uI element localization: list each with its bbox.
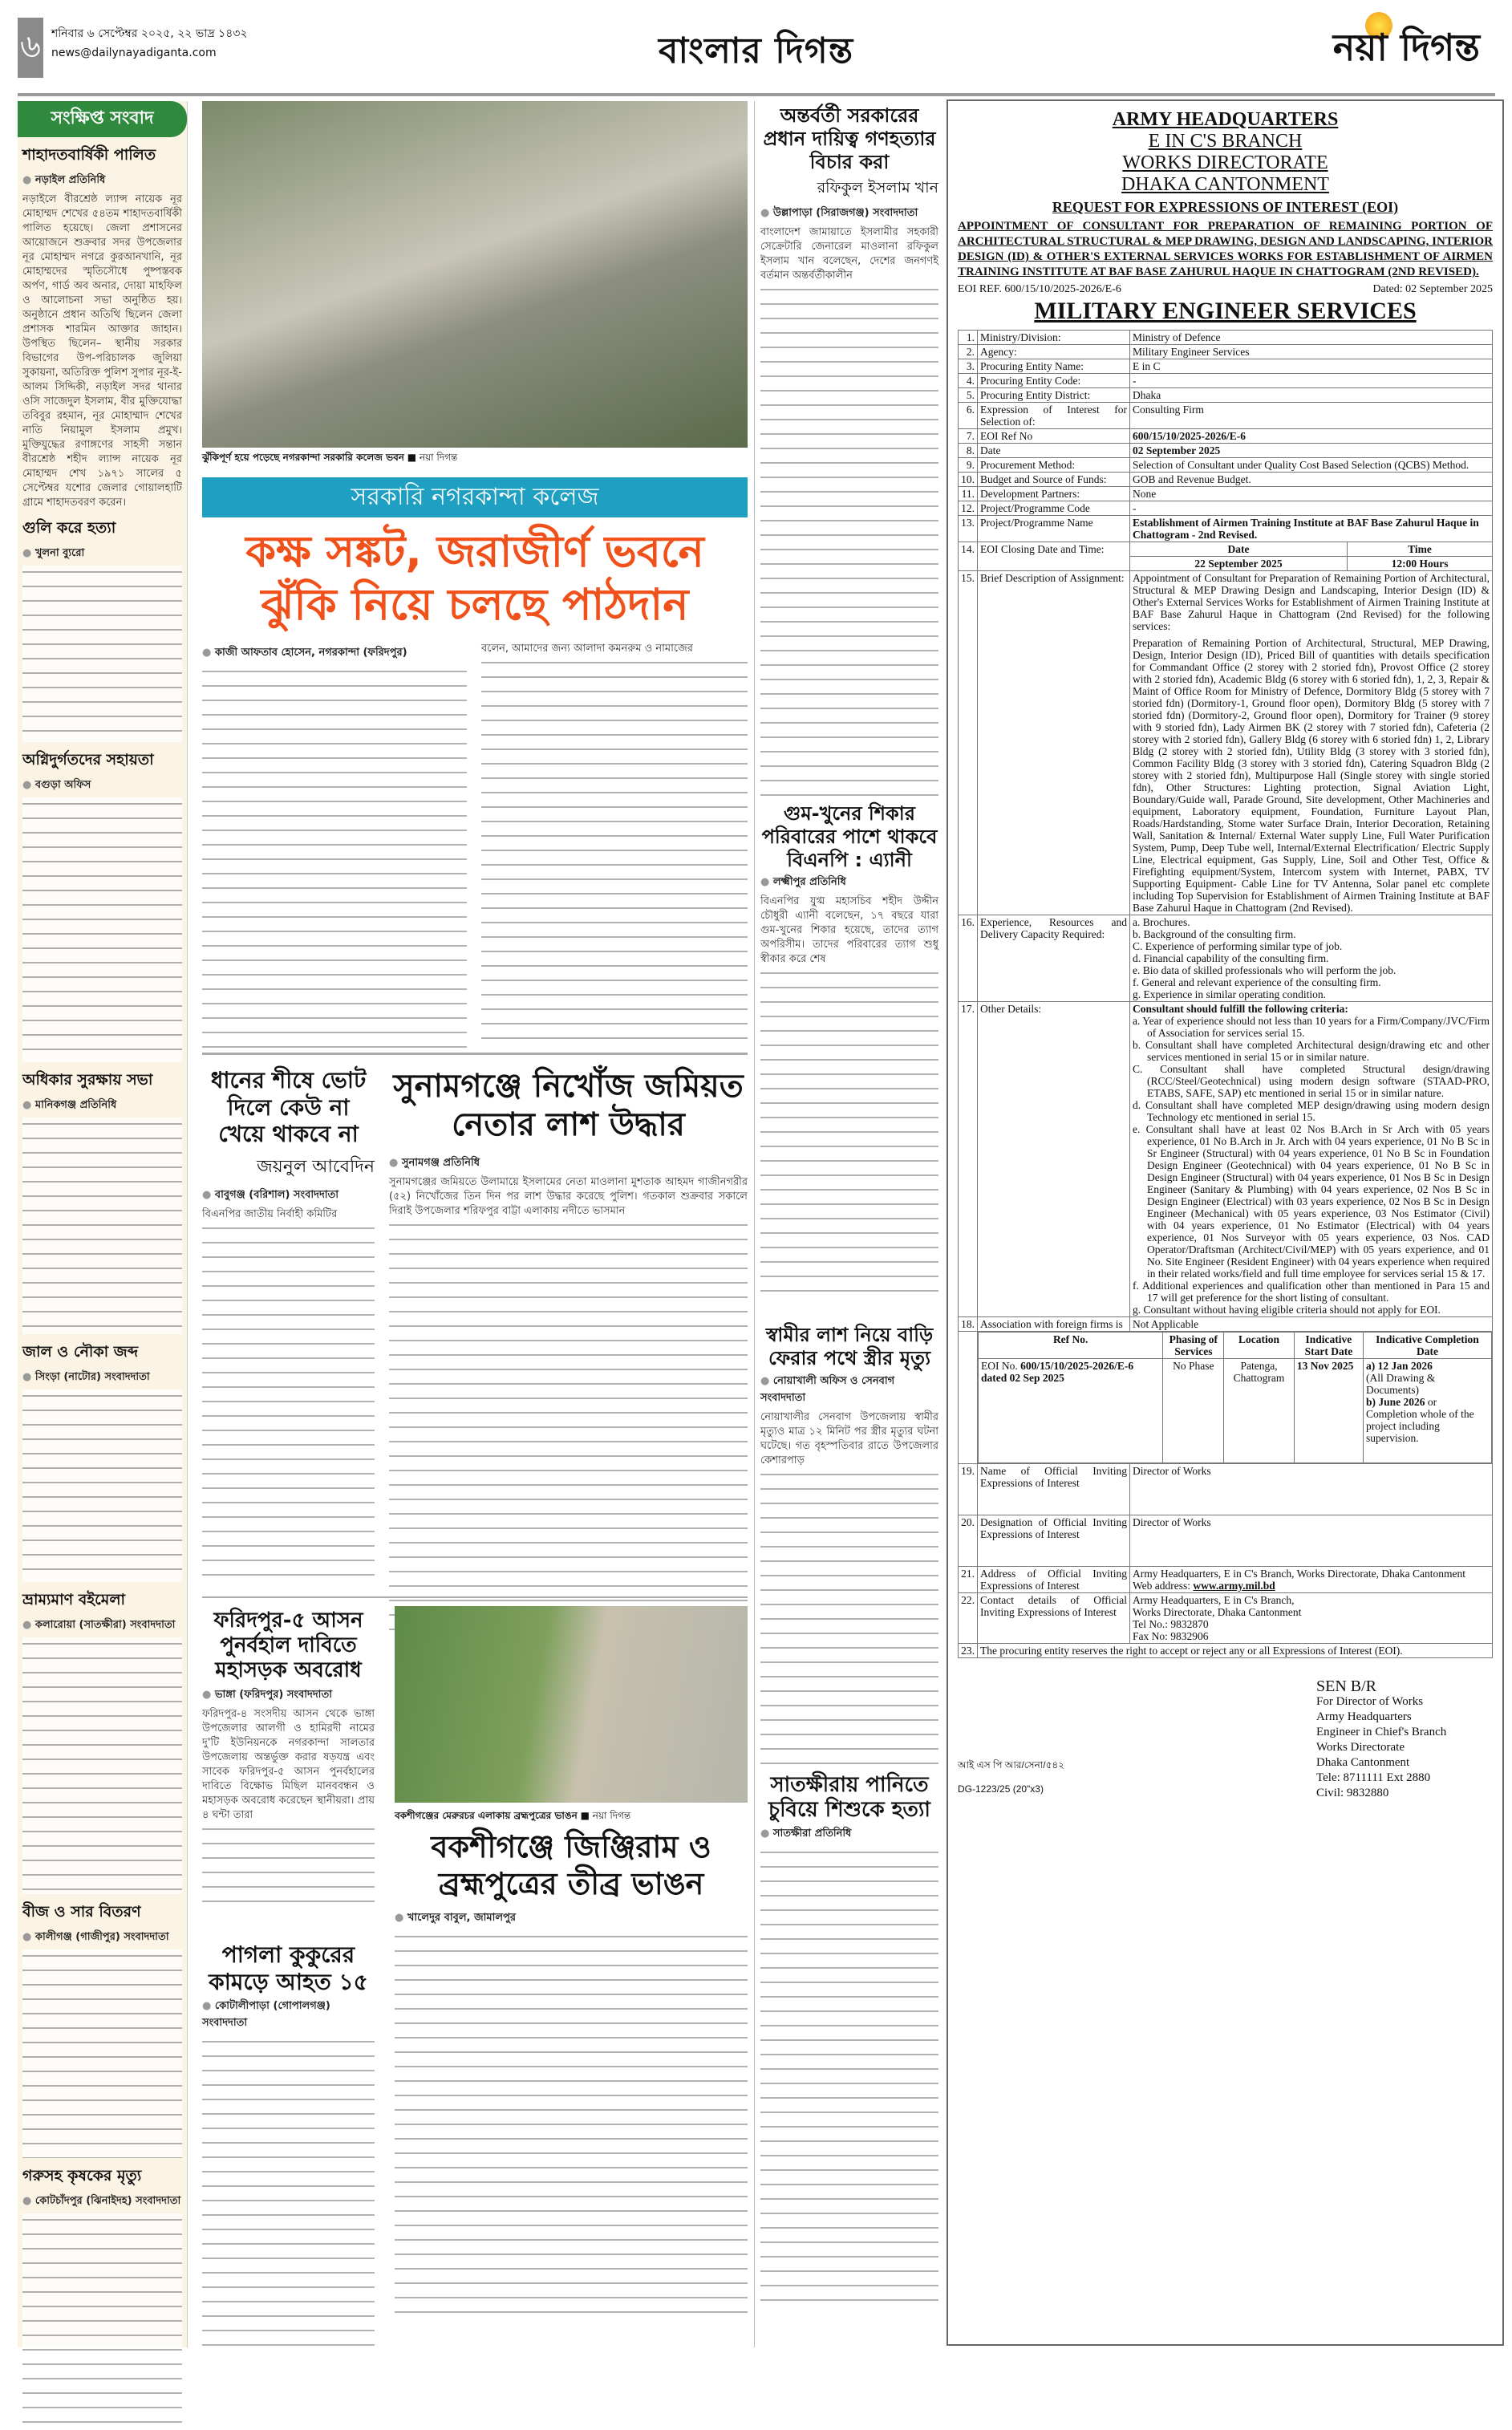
story-dog-bite: পাগলা কুকুরের কামড়ে আহত ১৫ ● কোটালীপাড়া (গোপালগঞ্জ) সংবাদদাতা — [202, 1941, 375, 2356]
byline: ● কাজী আফতাব হোসেন, নগরকান্দা (ফরিদপুর) — [202, 645, 467, 662]
story-satkhira: সাতক্ষীরায় পানিতে চুবিয়ে শিশুকে হত্যা ● সাতক্ষীরা প্রতিনিধি — [760, 1773, 938, 2311]
lead-body-right: বলেন, আমাদের জন্য আলাদা কমনরুম ও নামাজের — [481, 642, 748, 1041]
brief-headline: গরুসহ কৃষকের মৃত্যু — [22, 2167, 142, 2185]
divider — [202, 1596, 748, 1598]
story-bakshiganj: বকশীগঞ্জে জিঞ্জিরাম ও ব্রহ্মপুত্রের তীব্র ভাঙন ● খালেদুর বাবুল, জামালপুর — [395, 1829, 748, 2323]
story-interim-govt: অন্তর্বর্তী সরকারের প্রধান দায়িত্ব গণহত্যার বিচার করা রফিকুল ইসলাম খান ● উল্লাপাড়া (সিরাজগঞ্জ) সংবাদদাতা বাংলাদেশ জামায়াতে ইসলামীর সহকারী সেক্রেটারি জেনারেল মাওলানা রফিকুল ইসলাম খান বলেছেন, দেশের জনগণই বর্তমান অন্তর্বর্তীকালীন — [760, 104, 938, 805]
dg-code: DG-1223/25 (20"x3) — [958, 1783, 1044, 1795]
criteria-item: g. Experience in similar operating condition. — [1133, 988, 1327, 1000]
brief-news-header: সংক্ষিপ্ত সংবাদ — [18, 101, 187, 137]
ad-subject: APPOINTMENT OF CONSULTANT FOR PREPARATION OF REMAINING PORTION OF ARCHITECTURAL STRUCTURAL & MEP DRAWING, DESIGN AND LANDSCAPING, INTERIOR DESIGN (ID) & OTHER'S EXTERNAL SERVICES WORKS FOR ESTABLISHMENT OF AIRMEN TRAINING INSTITUTE AT BAF BASE ZAHURUL HAQUE IN CHATTOGRAM (2ND REVISED). — [958, 220, 1493, 278]
story-faridpur: ফরিদপুর-৫ আসন পুনর্বহাল দাবিতে মহাসড়ক অবরোধ ● ভাঙ্গা (ফরিদপুর) সংবাদদাতা ফরিদপুর-৪ সংসদীয় আসন থেকে ভাঙ্গা উপজেলার আলগী ও হামিরদী নামের দু'টি ইউনিয়নকে নগরকান্দা সালতার উপজেলায় অন্তর্ভুক্ত করার ষড়যন্ত্র এবং সাবেক ফরিদপুর-৫ আসন পুনর্বহালের দাবিতে বিক্ষোভ মিছিল মানববন্ধন ও মহাসড়ক অবরোধ করেছেন স্থানীয়রা। প্রায় ৪ ঘন্টা তারা — [202, 1609, 375, 1911]
college-building-photo — [202, 101, 748, 448]
signature-line: Works Directorate — [1316, 1741, 1405, 1754]
ad-rfp-title: REQUEST FOR EXPRESSIONS OF INTEREST (EOI) — [1052, 199, 1399, 215]
table-row: 11. Development Partners: None — [959, 487, 1493, 501]
criteria-item: f. General and relevant experience of the consulting firm. — [1133, 976, 1381, 988]
brief-body — [22, 1389, 182, 1582]
table-row: 21. Address of Official Inviting Expressions of Interest Army Headquarters, E in C's Branch, Works Directorate, Dhaka Cantonment Web address: www.army.mil.bd — [959, 1567, 1493, 1593]
byline: ● সিংড়া (নাটোর) সংবাদদাতা — [22, 1369, 182, 1386]
page-number: ৬ — [18, 18, 43, 78]
brief-body: নড়াইলে বীরশ্রেষ্ঠ ল্যান্স নায়েক নূর মোহাম্মদ শেখের ৫৪তম শাহাদতবার্ষিকী পালিত হয়েছে। জেলা প্রশাসনের আয়োজনে শুক্রবার সদর উপজেলার নূর মোহাম্মদ নগরে কুরআনখানি, নূর মোহাম্মদের স্মৃতিসৌধে পুষ্পস্তবক অর্পণ, গার্ড অব অনার, দোয়া মাহফিল ও আলোচনা সভা অনুষ্ঠিত হয়। অনুষ্ঠানে প্রধান অতিথি ছিলেন জেলা প্রশাসক শারমিন আক্তার জাহান। উপস্থিত ছিলেন– স্থানীয় সরকার বিভাগের উপ-পরিচালক জুলিয়া সুকায়না, অতিরিক্ত পুলিশ সুপার নূর-ই-আলম সিদ্দিকী, নড়াইল সদর থানার ওসি সাজেদুল ইসলাম, বীর মুক্তিযোদ্ধা তবিবুর রহমান, নূর মোহাম্মাদ শেখের নাতি নিয়ামুল ইসলাম প্রমুখ। মুক্তিযুদ্ধের রণাঙ্গণের সাহসী সন্তান বীরশ্রেষ্ঠ শহীদ ল্যান্স নায়েক নূর মোহাম্মদ শেখ ১৯৭১ সালের ৫ সেপ্টেম্বর যশোর জেলার গোয়ালহাটি গ্রামে শাহাদতবরণ করেন। — [22, 193, 182, 509]
byline: ● কালীগঞ্জ (গাজীপুর) সংবাদদাতা — [22, 1929, 182, 1946]
brief-headline: অধিকার সুরক্ষায় সভা — [22, 1071, 153, 1089]
signature-line: Dhaka Cantonment — [1316, 1756, 1410, 1769]
ad-org: WORKS DIRECTORATE — [1122, 152, 1328, 173]
signature-line: Army Headquarters — [1316, 1710, 1412, 1723]
criteria-item: e. Consultant shall have at least 02 Nos B.Arch in Sr Arch with 05 years experience, 01 No B.Arch in Jr. Arch with 04 years experience, 01 No B Sc in Sr Engineer (Structural) with 04 years experience, 01 No B Sc in Foundation Design Engineer (Geotechnical) with 04 years experience, 01 No B Sc in Design Engineer (Structural) with 04 years experience, 01 Nos B Sc in Design Engineer (Sanitary & Plumbing) with 04 years experience, 02 Nos B Sc in Design Engineer (Electrical) with 03 years experience, 02 Nos B Sc in Design Engineer (Mechanical) with 05 years experience, 03 Nos Estimator (Civil) with 04 years experience, 01 No Estimator (Electrical) with 04 years experience, 01 Nos Surveyor with 05 years experience, 03 Nos. CAD Operator/Draftsman (Architect/Civil/MEP) with 05 years experience, and 01 No. Site Engineer (Resident Engineer) with 04 years experience when required in their related works/field and full time employee for services serial 15 & 17. — [1133, 1123, 1490, 1280]
table-row: 15. Brief Description of Assignment: Appointment of Consultant for Preparation of Remaining Portion of Architectural, Structural & MEP Drawing Design and Landscaping, Interior Design (ID) & Other's External Services Works for Establishment of Airmen Training Institute at BAF Base Zahurul Haque in Chattogram (2nd Revised) for the following services: Preparation of Remaining Portion of Architectural, Structural, MEP Drawing, Design, Interior Design (ID), Priced Bill of quantities with details specification for Commandant Office (2 storey with 2 storied fdn), Provost Office (2 storey with 2 storied fdn), Academic Bldg (6 storey with 6 storied fdn), 1, 2, 3, Repair & Maint of Office Room for Ministry of Defence, Dormitory Bldg (5 storey with 7 storied fdn) (Dormitory-1, Ground floor open), Dormitory Bldg (5 storey with 7 storied fdn) (Dormitory-2, Ground floor open), Dormitory for Trainer (9 storey with 9 storied fdn), Lady Airmen BK (2 storey with 7 storied fdn), Cafeteria (2 storey with 2 storied fdn), Gallery Bldg (6 storey with 6 storied fdn) 1, 2, Library Bldg (2 storey with 2 storied fdn), Utility Bldg (3 storey with 3 storied fdn), Common Facility Bldg (3 storey with 3 storied fdn), Catering Squadron Bldg (2 storey with 2 storied fdn), Multipurpose Hall (Single storey with single storied fdn), Other Structures: Lighting protection, Signal Aviation Light, Boundary/Guide wall, Parade Ground, Site development, Other Machineries and equipment, Laboratory equipment, Foundation, Furniture Layout Plan, Roads/Hardstanding, Stome water Surface Drain, Interior Decoration, Retaining Wall, Sanitation & Internal/ External Water supply Line, Full Water Purification System, Pump, Deep Tube well, Internal/External Electrification/ Electric Supply Line, Electrical equipment, Gas Supply, Line, Soil and Other Test, Office & Firefighting equipment/System, Intercom system with Internet, PABX, TV Supporting Equipment- Cable Line for TV Antenna, Solar panel etc complete including Top Supervision for Establishment of Airmen Training Institute at BAF Base Zahurul Haque in Chattogram (2nd Revised). — [959, 571, 1493, 915]
brief-body — [22, 797, 182, 1062]
brief-headline: জাল ও নৌকা জব্দ — [22, 1343, 139, 1361]
table-row: 9. Procurement Method: Selection of Consultant under Quality Cost Based Selection (QCBS) Method. — [959, 458, 1493, 473]
criteria-item: e. Bio data of skilled professionals who will perform the job. — [1133, 964, 1396, 976]
byline: ● কোটচাঁদপুর (ঝিনাইদহ) সংবাদদাতা — [22, 2193, 182, 2210]
divider — [202, 1053, 748, 1055]
brief-headline: শাহাদতবার্ষিকী পালিত — [22, 146, 156, 164]
column-rule — [754, 101, 755, 2347]
photo-caption: ঝুঁকিপূর্ণ হয়ে পড়েছে নগরকান্দা সরকারি কলেজ ভবন ■ নয়া দিগন্ত — [202, 452, 458, 463]
table-row: 8. Date 02 September 2025 — [959, 444, 1493, 458]
lead-headline: কক্ষ সঙ্কট, জরাজীর্ণ ভবনে ঝুঁকি নিয়ে চলছে পাঠদান — [245, 526, 704, 630]
ad-footer — [958, 1679, 1493, 1801]
table-row: 20. Designation of Official Inviting Expressions of Interest Director of Works — [959, 1515, 1493, 1567]
table-row: 23. The procuring entity reserves the right to accept or reject any or all Expressions of Interest (EOI). — [959, 1644, 1493, 1658]
brief-body — [22, 1637, 182, 1894]
criteria-item: d. Financial capability of the consulting firm. — [1133, 952, 1329, 964]
byline: ● নড়াইল প্রতিনিধি — [22, 172, 182, 189]
table-row: 19. Name of Official Inviting Expressions of Interest Director of Works — [959, 1464, 1493, 1515]
story-dhaner-shish: ধানের শীষে ভোট দিলে কেউ না খেয়ে থাকবে না জয়নুল আবেদিন ● বাবুগঞ্জ (বরিশাল) সংবাদদাতা বিএনপির জাতীয় নির্বাহী কমিটির — [202, 1067, 375, 1583]
table-row: 5. Procuring Entity District: Dhaka — [959, 388, 1493, 403]
web-link[interactable]: www.army.mil.bd — [1193, 1580, 1275, 1592]
story-wife-death: স্বামীর লাশ নিয়ে বাড়ি ফেরার পথে স্ত্রীর মৃত্যু ● নোয়াখালী অফিস ও সেনবাগ সংবাদদাতা নোয়াখালীর সেনবাগ উপজেলায় স্বামীর মৃত্যুও মাত্র ১২ মিনিট পর স্ত্রীর মৃত্যুর ঘটনা ঘটেছে। গত বৃহস্পতিবার রাতে উপজেলার কেশারপাড় — [760, 1324, 938, 1773]
brief-body — [22, 2213, 182, 2430]
story-bnp-enforced-disappearance: গুম-খুনের শিকার পরিবারের পাশে থাকবে বিএনপি : এ্যানী ● লক্ষ্মীপুর প্রতিনিধি বিএনপির যুগ্ম মহাসচিব শহীদ উদ্দীন চৌধুরী এ্যানী বলেছেন, ১৭ বছরে যারা গুম-খুনের শিকার হয়েছে, তাদের ত্যাগ অপরিসীম। তাদের পরিবারের ত্যাগ শুধু স্বীকার করে শেষ — [760, 802, 938, 1296]
lead-body-left — [202, 642, 467, 1050]
ad-org: DHAKA CANTONMENT — [1121, 174, 1329, 195]
table-row: 13. Project/Programme Name Establishment of Airmen Training Institute at BAF Base Zahurul Haque in Chattogram - 2nd Revised. — [959, 516, 1493, 542]
brief-headline: অগ্নিদুর্গতদের সহায়তা — [22, 751, 154, 769]
brief-headline: বীজ ও সার বিতরণ — [22, 1903, 141, 1921]
ad-signature — [1316, 1679, 1493, 1801]
criteria-item: C. Consultant shall have completed Structural design/drawing (RCC/Steel/Geotechnical) using modern design software (STAAD-PRO, ETABS, SAFE, SAP) etc mentioned in serial 15 or in similar nature. — [1133, 1063, 1490, 1099]
criteria-item: a. Brochures. — [1133, 916, 1190, 928]
criteria-item: f. Additional experiences and qualification other than mentioned in Para 15 and 17 will get preference for the short listing of consultant. — [1133, 1280, 1490, 1304]
signature-line: Civil: 9832880 — [1316, 1787, 1389, 1799]
ad-org: ARMY HEADQUARTERS — [1112, 109, 1339, 130]
table-row: 4. Procuring Entity Code: - — [959, 374, 1493, 388]
signature-line: SEN B/R — [1316, 1677, 1377, 1695]
story-sunamganj: সুনামগঞ্জে নিখোঁজ জমিয়ত নেতার লাশ উদ্ধার ● সুনামগঞ্জ প্রতিনিধি সুনামগঞ্জের জমিয়তে উলামায়ে ইসলামের নেতা মাওলানা মুশতাক আহমদ গাজীনগরীর (৫২) নিখোঁজের তিন দিন পর লাশ উদ্ধার করেছে পুলিশ। গতকাল শুক্রবার সকালে দিরাই উপজেলার শরিফপুর বাট্টা এলাকায় নদীতে ভাসমান — [389, 1067, 748, 1636]
byline: ● কলারোয়া (সাতক্ষীরা) সংবাদদাতা — [22, 1617, 182, 1634]
table-row: 12. Project/Programme Code - — [959, 501, 1493, 516]
lead-kicker: সরকারি নগরকান্দা কলেজ — [202, 477, 748, 517]
table-row: 10. Budget and Source of Funds: GOB and Revenue Budget. — [959, 473, 1493, 487]
brief-headline: গুলি করে হত্যা — [22, 519, 116, 537]
criteria-item: d. Consultant shall have completed MEP design/drawing using modern design Technology etc mentioned in serial 15. — [1133, 1099, 1490, 1123]
criteria-item: b. Background of the consulting firm. — [1133, 928, 1296, 940]
table-row: 2. Agency: Military Engineer Services — [959, 345, 1493, 359]
ad-org: E IN C'S BRANCH — [1148, 131, 1303, 152]
byline: ● বগুড়া অফিস — [22, 777, 182, 794]
table-row: 14. EOI Closing Date and Time: Date Time 22 September 2025 12:00 Hours — [959, 542, 1493, 571]
section-title: বাংলার দিগন্ত — [658, 30, 854, 71]
byline: ● মানিকগঞ্জ প্রতিনিধি — [22, 1097, 182, 1114]
ad-mes-title: MILITARY ENGINEER SERVICES — [1034, 298, 1417, 324]
table-row: 17. Other Details: Consultant should fulfill the following criteria: a. Year of experience should not less than 10 years for a Firm/Company/JVC/Firm of Association for services serial 15. b. Consultant shall have completed Architectural design/drawing etc and other services mentioned in serial 15 or in similar nature. C. Consultant shall have completed Structural design/drawing (RCC/Steel/Geotechnical) using modern design software (STAAD-PRO, ETABS, SAFE, SAP) etc mentioned in serial 15 or in similar nature. d. Consultant shall have completed MEP design/drawing using modern design Technology etc mentioned in serial 15. e. Consultant shall have at least 02 Nos B.Arch in Sr Arch with 05 years experience, 01 No B.Arch in Jr. Arch with 04 years experience, 01 No B Sc in Sr Engineer (Structural) with 04 years experience, 01 No B Sc in Foundation Design Engineer (Geotechnical) with 04 years experience, 01 No B Sc in Design Engineer (Structural) with 04 years experience, 01 Nos B Sc in Design Engineer (Sanitary & Plumbing) with 04 years experience, 02 Nos B Sc in Design Engineer (Electrical) with 03 years experience, 02 Nos B Sc in Design Engineer (Mechanical) with 05 years experience, 03 Nos Estimator (Civil) with 04 years experience, 01 No Estimator (Electrical) with 04 years experience, 01 Nos Surveyor with 05 years experience, 03 Nos. CAD Operator/Draftsman (Architect/Civil/MEP) with 05 years experience, and 01 No. Site Engineer (Resident Engineer) with 04 years experience when required in their related works/field and full time employee for services serial 15 & 17. f. Additional experiences and qualification other than mentioned in Para 15 and 17 will get preference for the short listing of consultant. g. Consultant without having eligible criteria should not apply for EOI. — [959, 1002, 1493, 1317]
signature-line: Tele: 8711111 Ext 2880 — [1316, 1771, 1431, 1784]
table-row: 1. Ministry/Division: Ministry of Defence — [959, 331, 1493, 345]
table-row: 6. Expression of Interest for Selection of: Consulting Firm — [959, 403, 1493, 429]
newspaper-logo: নয়া দিগন্ত — [1333, 20, 1480, 81]
table-row: 16. Experience, Resources and Delivery Capacity Required: a. Brochures. b. Background of the consulting firm. C. Experience of performing similar type of job. d. Financial capability of the consulting firm. e. Bio data of skilled professionals who will perform the job. f. General and relevant experience of the consulting firm. g. Experience in similar operating condition. — [959, 915, 1493, 1002]
criteria-item: g. Consultant without having eligible criteria should not apply for EOI. — [1133, 1304, 1441, 1316]
brief-body — [22, 1949, 182, 2158]
criteria-item: a. Year of experience should not less than 10 years for a Firm/Company/JVC/Firm of Association for services serial 15. — [1133, 1015, 1490, 1039]
eoi-table — [958, 330, 1493, 1658]
photo-caption: বকশীগঞ্জের মেরুরচর এলাকায় ব্রহ্মপুত্রের ভাঙন ■ নয়া দিগন্ত — [395, 1810, 631, 1821]
signature-line: For Director of Works — [1316, 1695, 1424, 1708]
email-link[interactable]: news@dailynayadiganta.com — [51, 47, 217, 59]
table-row: 22. Contact details of Official Inviting Expressions of Interest Army Headquarters, E in C's Branch, Works Directorate, Dhaka Cantonment Tel No.: 9832870 Fax No: 9832906 — [959, 1593, 1493, 1644]
river-erosion-photo — [395, 1606, 748, 1803]
ad-ref-line: EOI REF. 600/15/10/2025-2026/E-6 Dated: 02 September 2025 — [958, 283, 1493, 295]
table-row: 18. Association with foreign firms is Not Applicable — [959, 1317, 1493, 1332]
criteria-item: C. Experience of performing similar type of job. — [1133, 940, 1343, 952]
criteria-item: b. Consultant shall have completed Architectural design/drawing etc and other services mentioned in serial 15 or in similar nature. — [1133, 1039, 1490, 1063]
brief-body — [22, 566, 182, 742]
table-row: 7. EOI Ref No 600/15/10/2025-2026/E-6 — [959, 429, 1493, 444]
brief-headline: ভ্রাম্যমাণ বইমেলা — [22, 1591, 126, 1609]
eoi-advertisement — [947, 99, 1504, 2346]
table-row: 3. Procuring Entity Name: E in C — [959, 359, 1493, 374]
brief-news-column — [18, 101, 188, 2347]
signature-line: Engineer in Chief's Branch — [1316, 1726, 1447, 1738]
ispr-code: আই এস পি আর/সেনা/৫৪২ — [958, 1759, 1064, 1771]
phasing-table-row: Ref No. Phasing of Services Location Indicative Start Date Indicative Completion Date EOI No. 600/15/10/2025-2026/E-6 dated 02 Sep 2025 No Phase Patenga, Chattogram 13 Nov 2025 a) 12 Jan 2026 (All Drawing & Documents) b) June 2026 or Completion whole of the project including supervision. — [959, 1332, 1493, 1464]
brief-body — [22, 1118, 182, 1334]
header-divider — [18, 93, 1495, 96]
byline: ● খুলনা ব্যুরো — [22, 546, 182, 562]
date: শনিবার ৬ সেপ্টেম্বর ২০২৫, ২২ ভাদ্র ১৪৩২ — [51, 27, 248, 40]
